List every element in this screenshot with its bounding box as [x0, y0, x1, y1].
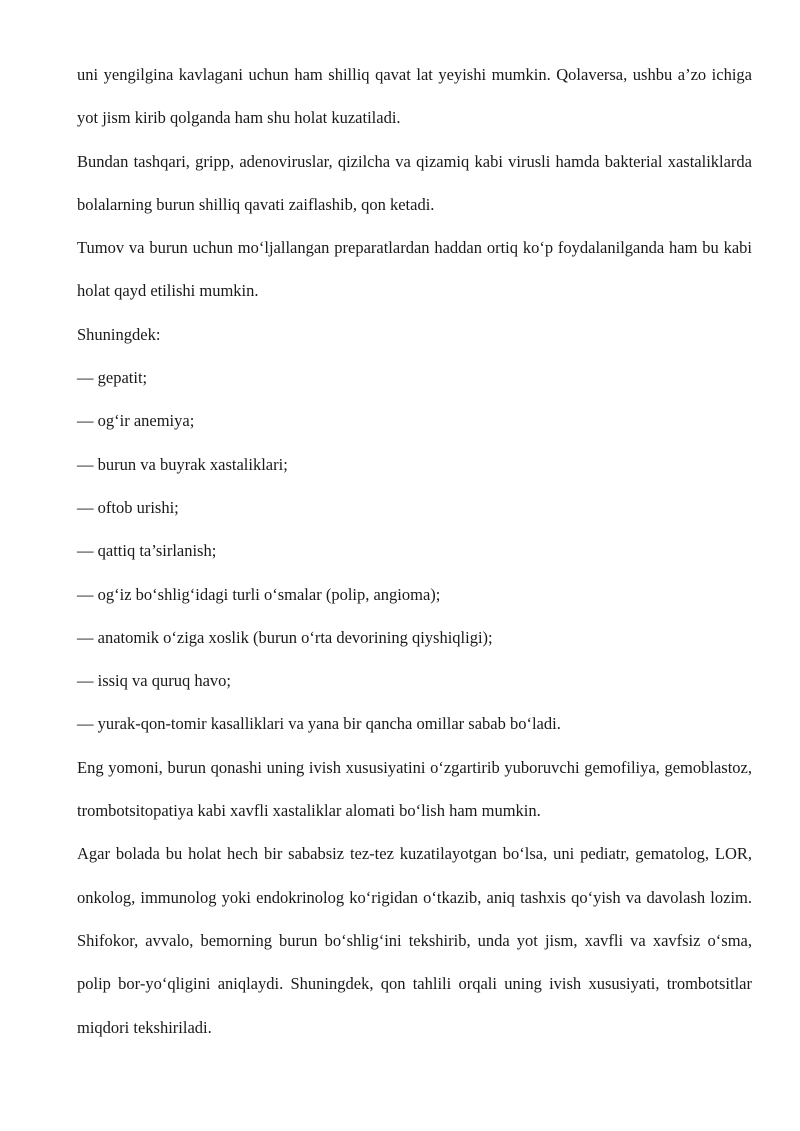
list-item: — qattiq ta’sirlanish;: [77, 541, 217, 561]
list-item: — anatomik o‘ziga xoslik (burun o‘rta devorining qiyshiqligi);: [77, 627, 493, 647]
paragraph-continuation: uni yengilgina kavlagani uchun ham shilliq qavat lat yeyishi mumkin. Qolaversa, ushbu a’zo ichiga yot jism kirib qolganda ham shu holat kuzatiladi.: [77, 65, 752, 128]
document-body: [77, 53, 752, 1049]
paragraph-serious-diseases: Eng yomoni, burun qonashi uning ivish xususiyatini o‘zgartirib yuboruvchi gemofiliya, gemoblastoz, trombotsitopatiya kabi xavfli xastaliklar alomati bo‘lish ham mumkin.: [77, 757, 752, 821]
list-item: — issiq va quruq havo;: [77, 671, 231, 691]
list-item: — oftob urishi;: [77, 497, 179, 517]
paragraph-diagnosis: Agar bolada bu holat hech bir sababsiz tez-tez kuzatilayotgan bo‘lsa, uni pediatr, gematolog, LOR, onkolog, immunolog yoki endokrinolog ko‘rigidan o‘tkazib, aniq tashxis qo‘yish va davolash lozim. Shifokor, avvalo, bemorning burun bo‘shlig‘ini tekshirib, unda yot jism, xavfli va xavfsiz o‘sma, polip bor-yo‘qligini aniqlaydi. Shuningdek, qon tahlili orqali uning ivish xususiyati, trombotsitlar miqdori tekshiriladi.: [77, 844, 752, 1037]
list-item: — burun va buyrak xastaliklari;: [77, 454, 288, 474]
list-item: — gepatit;: [77, 368, 148, 388]
causes-list: [77, 356, 752, 746]
list-item: — og‘ir anemiya;: [77, 411, 195, 431]
list-item: — yurak-qon-tomir kasalliklari va yana bir qancha omillar sabab bo‘ladi.: [77, 714, 561, 734]
paragraph-preparations: Tumov va burun uchun mo‘ljallangan preparatlardan haddan ortiq ko‘p foydalanilganda ham bu kabi holat qayd etilishi mumkin.: [77, 238, 752, 301]
list-intro: Shuningdek:: [77, 324, 161, 344]
paragraph-viral-causes: Bundan tashqari, gripp, adenoviruslar, qizilcha va qizamiq kabi virusli hamda bakterial xastaliklarda bolalarning burun shilliq qavati zaiflashib, qon ketadi.: [77, 151, 752, 214]
list-item: — og‘iz bo‘shlig‘idagi turli o‘smalar (polip, angioma);: [77, 584, 441, 604]
